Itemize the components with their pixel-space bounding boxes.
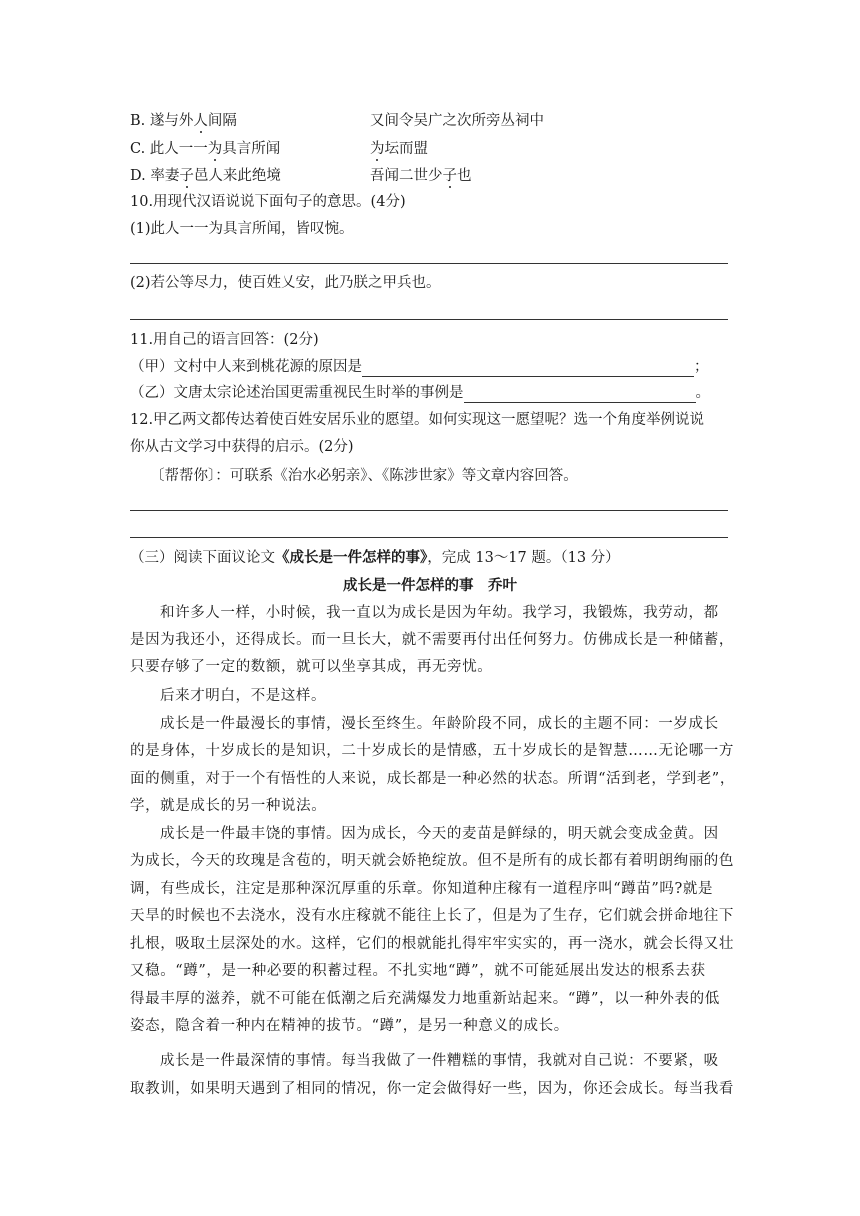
essay-line: 又稳。“蹲”，是一种必要的积蓄过程。不扎实地“蹲”，就不可能延展出发达的根系去获 [130,963,706,979]
essay-line: 成长是一件最丰饶的事情。因为成长，今天的麦苗是鲜绿的，明天就会变成金黄。因 [160,826,719,842]
essay-line: 只要存够了一定的数额，就可以坐享其成，再无旁忧。 [130,659,493,675]
q11-stem: 11.用自己的语言回答：(2分) [130,332,319,348]
option-c-left: C. 此人一一为具言所闻 [130,141,281,157]
essay-line: 和许多人一样，小时候，我一直以为成长是因为年幼。我学习，我锻炼，我劳动，都 [160,605,719,621]
emphasis-dot-char: 人 [193,113,208,129]
answer-line-q10-1[interactable] [130,263,728,264]
essay-line: 取教训，如果明天遇到了相同的情况，你一定会做得好一些，因为，你还会成长。每当我看 [130,1081,734,1097]
essay-line: 学，就是成长的另一种说法。 [130,798,327,814]
emphasis-dot-char: 子 [442,168,457,184]
essay-line: 是因为我还小，还得成长。而一旦长大，就不需要再付出任何努力。仿佛成长是一种储蓄， [130,632,734,648]
answer-line-q12-1[interactable] [130,510,728,511]
essay-line: 天旱的时候也不去浇水，没有水庄稼就不能往上长了，但是为了生存，它们就会拼命地往下 [130,908,734,924]
option-b-left: B. 遂与外人间隔 [130,113,237,129]
emphasis-dot-char: 为 [370,141,385,157]
essay-line: 扎根，吸取土层深处的水。这样，它们的根就能扎得牢牢实实的，再一浇水，就会长得又壮 [130,936,734,952]
option-d-right: 吾闻二世少子也 [370,168,472,184]
q11-part-a: （甲）文村中人来到桃花源的原因是 ； [130,359,709,375]
essay-title: 成长是一件怎样的事 乔叶 [343,577,517,594]
q10-stem: 10.用现代汉语说说下面句子的意思。(4分) [130,194,406,210]
essay-line: 得最丰厚的滋养，就不可能在低潮之后充满爆发力地重新站起来。“蹲”，以一种外表的低 [130,991,720,1007]
q10-sentence-2: (2)若公等尽力，使百姓乂安，此乃朕之甲兵也。 [130,275,441,291]
q10-sentence-1: (1)此人一一为具言所闻，皆叹惋。 [130,221,354,237]
emphasis-dot-char: 子 [179,168,194,184]
answer-line-q10-2[interactable] [130,319,728,320]
essay-line: 姿态，隐含着一种内在精神的拔节。“蹲”，是另一种意义的成长。 [130,1018,569,1034]
option-b-right: 又间令吴广之次所旁丛祠中 [370,113,544,129]
q12-hint: 〔帮帮你〕：可联系《治水必躬亲》、《陈涉世家》等文章内容回答。 [150,468,578,484]
essay-line: 为成长，今天的玫瑰是含苞的，明天就会娇艳绽放。但不是所有的成长都有着明朗绚丽的色 [130,853,734,869]
q11-a-blank[interactable] [362,360,694,377]
answer-line-q12-2[interactable] [130,537,728,538]
q11-part-b: （乙）文唐太宗论述治国更需重视民生时举的事例是 。 [130,385,710,401]
q11-b-blank[interactable] [464,386,696,403]
emphasis-dot-char: 为 [207,141,223,157]
option-d-left: D. 率妻子邑人来此绝境 [130,168,281,184]
essay-line: 后来才明白，不是这样。 [160,688,327,704]
q12-line-1: 12.甲乙两文都传达着使百姓安居乐业的愿望。如何实现这一愿望呢？选一个角度举例说说 [130,412,705,428]
option-c-right: 为坛而盟 [370,141,428,157]
essay-line: 成长是一件最漫长的事情，漫长至终生。年龄阶段不同，成长的主题不同：一岁成长 [160,716,719,732]
section3-intro: （三）阅读下面议论文《成长是一件怎样的事》，完成 13～17 题。（13 分） [130,549,620,566]
q12-line-2: 你从古文学习中获得的启示。(2分) [130,439,354,455]
essay-line: 的是身体，十岁成长的是知识，二十岁成长的是情感，五十岁成长的是智慧……无论哪一方 [130,743,734,759]
essay-line: 面的侧重，对于一个有悟性的人来说，成长都是一种必然的状态。所谓“活到老，学到老”， [130,771,735,787]
essay-line: 调，有些成长，注定是那种深沉厚重的乐章。你知道种庄稼有一道程序叫“蹲苗”吗?就是 [130,881,714,897]
essay-line: 成长是一件最深情的事情。每当我做了一件糟糕的事情，我就对自己说：不要紧，吸 [160,1053,719,1069]
